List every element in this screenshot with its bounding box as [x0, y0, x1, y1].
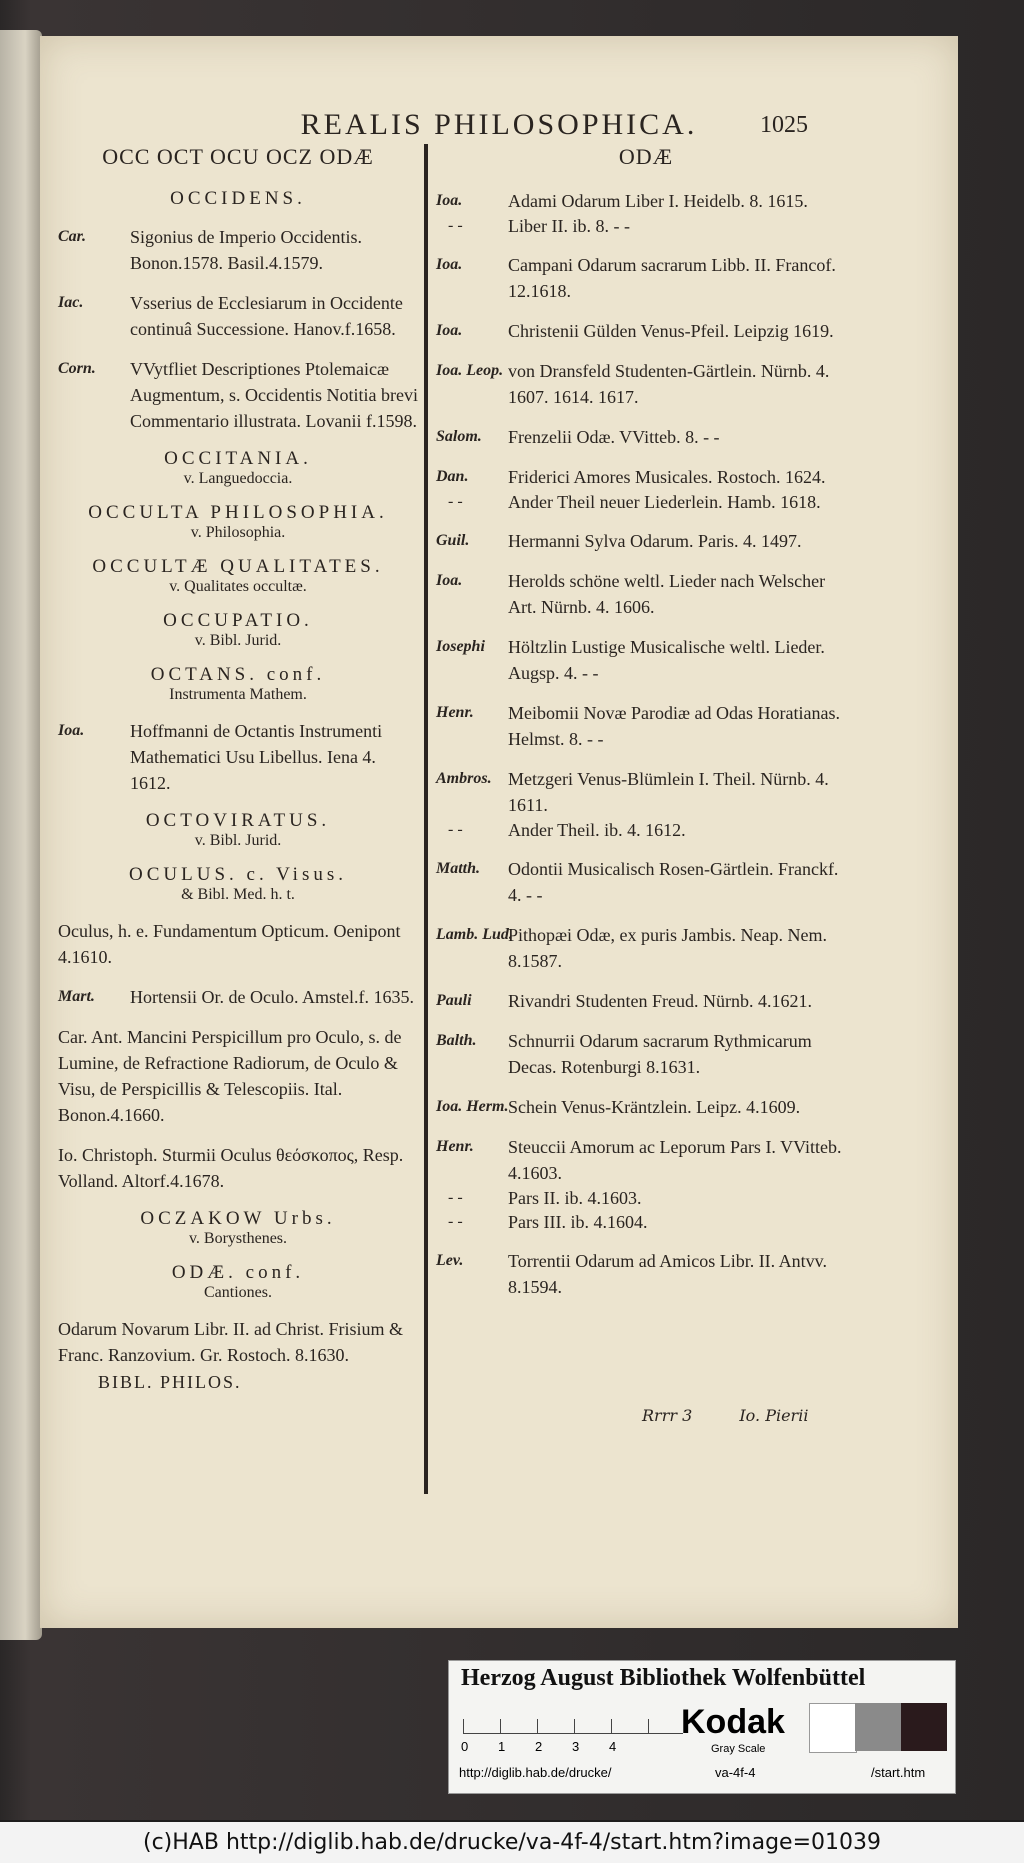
entry-text: Campani Odarum sacrarum Libb. II. Francof. 12.1618. [508, 255, 836, 301]
scale-number: 0 [461, 1739, 469, 1754]
author-forename: Mart. [58, 988, 95, 1005]
author-forename: - - [448, 1213, 463, 1230]
catalog-entry [436, 818, 856, 842]
signature-mark: BIBL. PHILOS. [98, 1372, 242, 1392]
entry-text: Meibomii Novæ Parodiæ ad Odas Horatianas. Helmst. 8. - - [508, 703, 840, 749]
catalog-entry [436, 988, 856, 1014]
catalog-entry [436, 568, 856, 620]
catalog-entry [58, 984, 418, 1010]
author-forename: Henr. [436, 704, 474, 721]
section-heading: OCULUS. c. Visus. [129, 864, 347, 885]
page-number: 1025 [760, 112, 808, 138]
author-forename: Dan. [436, 468, 469, 485]
catalog-entry [436, 1028, 856, 1080]
scale-ruler [463, 1707, 683, 1734]
section-heading: OCCULTA PHILOSOPHIA. [88, 502, 388, 523]
author-forename: - - [448, 821, 463, 838]
scale-number: 4 [609, 1739, 617, 1754]
author-forename: - - [448, 493, 463, 510]
catalog-entry [436, 490, 856, 514]
entry-text: Torrentii Odarum ad Amicos Libr. II. Antvv. 8.1594. [508, 1251, 828, 1297]
catalog-entry [436, 1210, 856, 1234]
url-part: va-4f-4 [715, 1765, 756, 1780]
catalog-entry [436, 188, 856, 214]
author-forename: Balth. [436, 1032, 477, 1049]
entry-text: Frenzelii Odæ. VVitteb. 8. - - [508, 427, 720, 447]
entry-text: Sigonius de Imperio Occidentis. Bonon.1578. Basil.4.1579. [130, 227, 362, 273]
author-forename: Henr. [436, 1138, 474, 1155]
catalog-entry [436, 464, 856, 490]
entry-text: Liber II. ib. 8. - - [508, 216, 630, 236]
color-calibration-card [448, 1660, 956, 1794]
author-forename: Lamb. Lud. [436, 926, 513, 943]
section-heading: OCCITANIA. [164, 448, 312, 469]
catalog-entry [58, 918, 418, 970]
source-caption: (c)HAB http://diglib.hab.de/drucke/va-4f-4/start.htm?image=01039 [0, 1822, 1024, 1863]
author-forename: Ioa. Leop. [436, 362, 504, 379]
running-title: REALIS PHILOSOPHICA. [300, 108, 698, 141]
catalog-entry [58, 1316, 418, 1368]
catalog-entry [436, 766, 856, 818]
cross-reference: Instrumenta Mathem. [169, 686, 307, 703]
catalog-entry [436, 214, 856, 238]
entry-text: VVytfliet Descriptiones Ptolemaicæ Augmentum, s. Occidentis Notitia brevi Commentario illustrata. Lovanii f.1598. [130, 359, 418, 431]
entry-text: Christenii Gülden Venus-Pfeil. Leipzig 1619. [508, 321, 834, 341]
left-catchwords: OCC OCT OCU OCZ ODÆ [102, 144, 374, 169]
catalog-entry [436, 1248, 856, 1300]
url-part: http://diglib.hab.de/drucke/ [459, 1765, 612, 1780]
catalog-entry [58, 224, 418, 276]
catalog-entry [436, 1134, 856, 1186]
cross-reference: v. Qualitates occultæ. [169, 578, 307, 595]
entry-text: Pars III. ib. 4.1604. [508, 1212, 648, 1232]
scale-numbers [461, 1739, 646, 1754]
catalog-entry [436, 1094, 856, 1120]
right-entries [436, 188, 856, 1300]
left-page-edge [0, 30, 42, 1640]
library-name: Herzog August Bibliothek Wolfenbüttel [461, 1665, 866, 1691]
entry-text: Höltzlin Lustige Musicalische weltl. Lieder. Augsp. 4. - - [508, 637, 825, 683]
catalog-entry [436, 634, 856, 686]
gray-swatch [901, 1703, 947, 1751]
right-catchwords: ODÆ [618, 144, 674, 169]
cross-reference: v. Languedoccia. [183, 470, 293, 487]
catalog-entry [58, 1142, 418, 1194]
author-forename: Ioa. [436, 322, 463, 339]
entry-text: Oculus, h. e. Fundamentum Opticum. Oenipont 4.1610. [58, 921, 401, 967]
section-heading: OCTOVIRATUS. [145, 810, 331, 831]
right-column [436, 144, 856, 1300]
entry-text: Rivandri Studenten Freud. Nürnb. 4.1621. [508, 991, 812, 1011]
author-forename: Ioa. Herm. [436, 1098, 509, 1115]
gray-swatch [855, 1703, 901, 1751]
entry-text: Schein Venus-Kräntzlein. Leipz. 4.1609. [508, 1097, 801, 1117]
left-column [58, 144, 418, 1393]
section-heading: ODÆ. conf. [171, 1262, 305, 1283]
author-forename: - - [448, 217, 463, 234]
kodak-brand: Kodak [681, 1703, 785, 1741]
section-heading: OCCULTÆ QUALITATES. [92, 556, 384, 577]
author-forename: Salom. [436, 428, 482, 445]
gray-swatch [809, 1703, 857, 1753]
entry-text: Ander Theil neuer Liederlein. Hamb. 1618. [508, 492, 821, 512]
left-entries [58, 188, 418, 1368]
catalog-entry [436, 856, 856, 908]
entry-text: Hermanni Sylva Odarum. Paris. 4. 1497. [508, 531, 802, 551]
entry-text: Io. Christoph. Sturmii Oculus θεόσκοπος, Resp. Volland. Altorf.4.1678. [58, 1145, 404, 1191]
author-forename: - - [448, 1189, 463, 1206]
catalog-entry [436, 252, 856, 304]
section-heading: OCCIDENS. [170, 188, 306, 209]
author-forename: Ioa. [436, 256, 463, 273]
entry-text: Adami Odarum Liber I. Heidelb. 8. 1615. [508, 191, 808, 211]
section-heading: OCZAKOW Urbs. [140, 1208, 336, 1229]
column-rule [424, 144, 428, 1494]
cross-reference: v. Philosophia. [190, 524, 286, 541]
catalog-entry [58, 356, 418, 434]
catalog-entry [436, 424, 856, 450]
scale-number: 3 [572, 1739, 580, 1754]
scale-number: 1 [498, 1739, 506, 1754]
author-forename: Iac. [58, 294, 84, 311]
entry-text: Odontii Musicalisch Rosen-Gärtlein. Franckf. 4. - - [508, 859, 839, 905]
section-heading: OCTANS. conf. [150, 664, 326, 685]
scale-number: 2 [535, 1739, 543, 1754]
entry-text: Schnurrii Odarum sacrarum Rythmicarum Decas. Rotenburgi 8.1631. [508, 1031, 812, 1077]
entry-text: Steuccii Amorum ac Leporum Pars I. VVitteb. 4.1603. [508, 1137, 842, 1183]
cross-reference: v. Bibl. Jurid. [194, 832, 282, 849]
catalog-entry [436, 922, 856, 974]
entry-text: Pithopæi Odæ, ex puris Jambis. Neap. Nem. 8.1587. [508, 925, 827, 971]
entry-text: Pars II. ib. 4.1603. [508, 1188, 642, 1208]
author-forename: Ioa. [436, 192, 463, 209]
catalog-entry [58, 290, 418, 342]
catalog-entry [436, 528, 856, 554]
entry-text: von Dransfeld Studenten-Gärtlein. Nürnb. 4. 1607. 1614. 1617. [508, 361, 830, 407]
entry-text: Ander Theil. ib. 4. 1612. [508, 820, 686, 840]
author-forename: Matth. [436, 860, 481, 877]
entry-text: Friderici Amores Musicales. Rostoch. 1624. [508, 467, 826, 487]
entry-text: Hortensii Or. de Oculo. Amstel.f. 1635. [130, 987, 414, 1007]
entry-text: Herolds schöne weltl. Lieder nach Welscher Art. Nürnb. 4. 1606. [508, 571, 826, 617]
entry-text: Vsserius de Ecclesiarum in Occidente continuâ Successione. Hanov.f.1658. [130, 293, 403, 339]
author-forename: Ioa. [58, 722, 85, 739]
catalog-entry [58, 718, 418, 796]
catalog-entry [436, 700, 856, 752]
author-forename: Car. [58, 228, 87, 245]
signature-mark: Rrrr 3 [642, 1406, 693, 1425]
url-part: /start.htm [871, 1765, 926, 1780]
author-forename: Corn. [58, 360, 96, 377]
book-page [40, 36, 958, 1628]
entry-text: Hoffmanni de Octantis Instrumenti Mathematici Usu Libellus. Iena 4. 1612. [130, 721, 383, 793]
author-forename: Pauli [436, 992, 472, 1009]
section-heading: OCCUPATIO. [163, 610, 313, 631]
author-forename: Lev. [436, 1252, 464, 1269]
cross-reference: & Bibl. Med. h. t. [181, 886, 295, 903]
catalog-entry [436, 358, 856, 410]
entry-text: Metzgeri Venus-Blümlein I. Theil. Nürnb. 4. 1611. [508, 769, 829, 815]
catchword: Io. Pierii [739, 1406, 809, 1425]
cross-reference: v. Borysthenes. [188, 1230, 288, 1247]
cross-reference: Cantiones. [204, 1284, 272, 1301]
catalog-entry [436, 318, 856, 344]
author-forename: Ioa. [436, 572, 463, 589]
author-forename: Iosephi [436, 638, 485, 655]
entry-text: Odarum Novarum Libr. II. ad Christ. Frisium & Franc. Ranzovium. Gr. Rostoch. 8.1630. [58, 1319, 403, 1365]
author-forename: Ambros. [436, 770, 492, 787]
cross-reference: v. Bibl. Jurid. [194, 632, 282, 649]
page-footer-right [600, 1406, 808, 1425]
gray-scale-label: Gray Scale [711, 1743, 766, 1755]
entry-text: Car. Ant. Mancini Perspicillum pro Oculo, s. de Lumine, de Refractione Radiorum, de Oculo & Visu, de Perspicillis & Telescopiis. Ital. Bonon.4.1660. [58, 1027, 402, 1125]
catalog-entry [58, 1024, 418, 1128]
catalog-entry [436, 1186, 856, 1210]
author-forename: Guil. [436, 532, 470, 549]
